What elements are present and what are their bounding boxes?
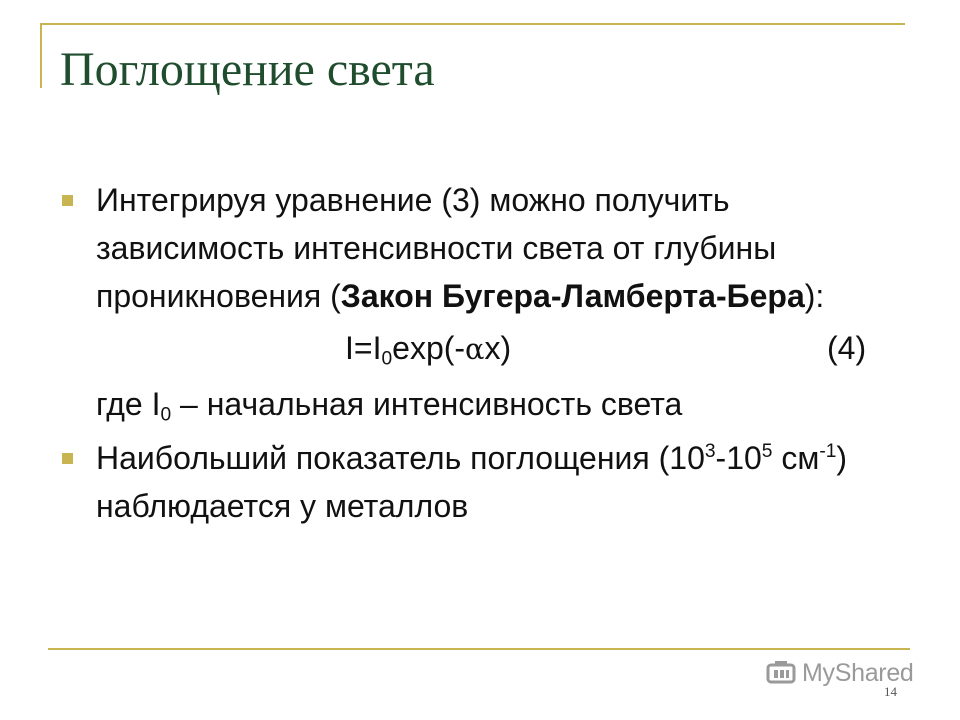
- myshared-logo-icon: [766, 659, 796, 687]
- formula-rhs: x): [484, 330, 512, 366]
- where-rest: – начальная интенсивность света: [171, 386, 683, 422]
- slide-title: Поглощение света: [60, 43, 435, 96]
- law-name: Закон Бугера-Ламберта-Бера: [340, 278, 805, 314]
- where-line: [96, 380, 896, 434]
- where-prefix: где I: [96, 386, 161, 422]
- formula-lhs: I=I: [345, 330, 382, 366]
- bullet-2-sup1: 3: [704, 441, 716, 463]
- bottom-divider: [48, 648, 910, 650]
- bullet-2-sup2: 5: [761, 441, 773, 463]
- top-divider: [40, 23, 905, 25]
- slide-content: [96, 176, 896, 530]
- where-sub: 0: [160, 404, 172, 426]
- bullet-2-part1: Наибольший показатель поглощения (10: [96, 440, 705, 476]
- formula-line: [96, 320, 896, 378]
- bullet-1-text: Интегрируя уравнение (3) можно получить зависимость интенсивности света от глубины проникновения (: [96, 182, 777, 314]
- bullet-2-part3: см: [772, 440, 820, 476]
- formula-lhs-sub: 0: [381, 348, 393, 370]
- square-bullet-icon: [62, 453, 73, 464]
- bullet-2-part2: -10: [715, 440, 762, 476]
- bullet-1-tail: ):: [804, 278, 825, 314]
- formula-alpha: α: [465, 332, 485, 366]
- bullet-2-part4: ) наблюдается у металлов: [96, 440, 848, 524]
- bullet-2-sup3: -1: [819, 441, 837, 463]
- square-bullet-icon: [62, 195, 73, 206]
- equation-number: (4): [827, 330, 867, 366]
- bullet-1: [96, 176, 896, 320]
- formula: [345, 324, 511, 373]
- watermark-text: MyShared: [802, 658, 914, 687]
- page-number: 14: [884, 684, 897, 699]
- left-divider: [40, 23, 42, 88]
- formula-mid: exp(-: [392, 330, 466, 366]
- bullet-2: [96, 434, 896, 530]
